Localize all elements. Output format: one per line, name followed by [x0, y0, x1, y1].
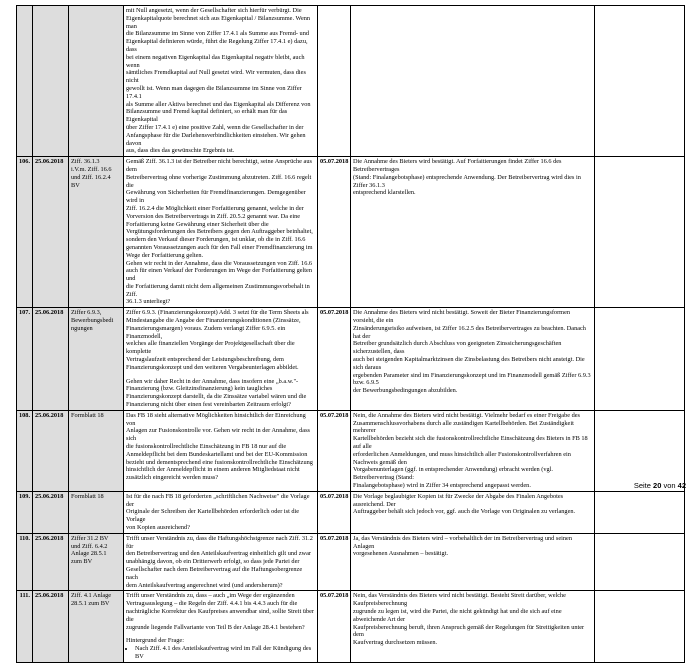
text-line: 28.5.1 zum BV [71, 600, 110, 608]
answer-cell [351, 533, 595, 591]
text-line: Gehen wir daher Recht in der Annahme, dass insofern eine „b.a.w."- [126, 377, 299, 385]
text-line: von Kopien ausreichend? [126, 524, 190, 531]
row-number-cell [17, 6, 33, 157]
remarks-cell [595, 308, 685, 411]
text-line: Betreibervertrag ohne vorherige Zustimmung abzutreten. Ziff. 16.6 regelt die [126, 173, 312, 189]
text-line: Finalangebotsphase) wird in Ziffer 34 entsprechend angepasst werden. [353, 482, 531, 490]
text-line: Finanzierungskonzept und den weiteren Vergabeunterlagen abbildet. [126, 363, 299, 371]
text-line: Auftraggeber behält sich jedoch vor, ggf. auch die Vorlage von Originalen zu verlangen. [353, 508, 576, 516]
date-cell: 25.06.2018 [33, 591, 69, 662]
text-line: Finanzierungskonzept darstellt, da die Zinssätze variabel wären und die [126, 393, 307, 401]
text-line: Nein, das Verständnis des Bieters wird nicht bestätigt. Besteht Streit darüber, welche Kaufpreisberechnung [353, 592, 566, 608]
text-line: Zusammenschlussvorhabens durch alle zuständigen Kartellbehörden. Bei Zuständigkeit mehrerer [353, 419, 574, 435]
text-line: i.V.m. Ziff. 16.6 [71, 165, 112, 173]
text-line: unabhängig davon, ob ein Dritterwerb erfolgt, so dass jede Partei der [126, 558, 300, 566]
question-paragraph [126, 493, 315, 532]
row-number-cell: 111. [17, 591, 33, 662]
text-line: Forfaitierung keine Gewährung einer Sicherheit über die [126, 220, 269, 228]
reference-cell [69, 308, 124, 411]
reference-cell [69, 591, 124, 662]
text-line: erforderlichen Anmeldungen, und muss hinsichtlich aller Fusionskontrollverfahren ein Nachweis gemäß den [353, 450, 571, 466]
text-line: welches alle finanziellen Vorgänge der Projektgesellschaft über die komplette [126, 340, 295, 356]
reference-cell [69, 6, 124, 157]
question-cell [124, 533, 318, 591]
text-line: die Forfaitierung damit nicht dem allgemeinen Zustimmungsvorbehalt in Ziff. [126, 282, 310, 298]
question-cell [124, 591, 318, 662]
text-line: Anlagen zur Fusionskontrolle vor. Gehen wir recht in der Annahme, dass sich [126, 427, 310, 443]
text-line: Bilanzsumme und Fremd kapital definiert, so erhält man für das Eigenkapital [126, 108, 288, 124]
text-line: dem Anteilskaufvertrag angerechnet wird (und andersherum)? [126, 581, 283, 589]
page-separator: von [663, 481, 676, 490]
text-line: ergebenden Parameter sind im Finanzierungskonzept und im Finanzmodell gemäß Ziffer 6.9.3 bzw. 6.9.5 [353, 371, 591, 387]
text-line: auch für einen Verkauf der Forderungen im Wege der Forfaitierung gelten und [126, 267, 313, 283]
answer-date-cell: 05.07.2018 [318, 410, 351, 491]
question-cell [124, 410, 318, 491]
text-line: Anlage 28.5.1 [71, 550, 107, 558]
text-line: Trifft unser Verständnis zu, dass die Haftungshöchstgrenze nach Ziff. 31.2 für [126, 534, 313, 550]
text-line: sämtliches Fremdkapital auf Null gesetzt wird. Wir vermuten, dass dies nicht [126, 69, 306, 85]
current-page-number: 20 [653, 481, 662, 490]
answer-date-cell: 05.07.2018 [318, 591, 351, 662]
text-line: Bewerbungsbedi [71, 317, 114, 325]
bullet-item: • Nach Ziff. 4.1 des Anteilskaufvertrag wird im Fall der Kündigung des BV [135, 645, 315, 661]
text-line: gewollt ist. Wenn man dagegen die Bilanzsumme im Sinne von Ziffer 17.4.1 [126, 84, 302, 100]
text-line: Vertragslaufzeit entsprechend der Leistungsbeschreibung, dem [126, 356, 284, 364]
text-line: als Summe aller Aktiva berechnet und das Eigenkapital als Differenz von [126, 100, 311, 108]
question-paragraph [126, 378, 315, 409]
text-line: der Bewerbungsbedingungen abzubilden. [353, 387, 458, 395]
answer-cell [351, 157, 595, 308]
text-line: Kaufvertrag durchsetzen müssen. [353, 639, 438, 647]
text-line: Eigenkapitalquote berechnet sich aus Eigenkapital / Bilanzsumme. Wenn man [126, 14, 311, 30]
text-line: Gesellschafter nach dem Betreibervertrag auf die Haftungsobergrenze nach [126, 565, 303, 581]
remarks-cell [595, 6, 685, 157]
text-line: genannten Voraussetzungen auch für den Fall einer Fremdfinanzierung im [126, 243, 313, 251]
text-line: Gewährung von Sicherheiten für Fremdfinanzierungen. Demgegenüber wird in [126, 189, 306, 205]
text-line: Gemäß Ziff. 36.1.3 ist der Betreiber nicht berechtigt, seine Ansprüche aus dem [126, 158, 312, 173]
date-cell: 25.06.2018 [33, 533, 69, 591]
text-line: Ziffer 6.9.3. (Finanzierungskonzept) Add. 3 setzt für die Term Sheets als [126, 309, 309, 317]
row-number-cell: 107. [17, 308, 33, 411]
remarks-cell [595, 157, 685, 308]
text-line: Wege der Forfaitierung gelten. [126, 251, 204, 259]
text-line: und Ziff. 6.4.2 [71, 542, 108, 550]
text-line: Formblatt 18 [71, 492, 104, 500]
text-line: die Bilanzsumme im Sinne von Ziffer 17.4.1 als Summe aus Fremd- und [126, 30, 309, 38]
text-line: Finanzierung (bzw. Gleitzinsfinanzierung) kein taugliches [126, 385, 273, 393]
text-line: vorgesehenen Ausnahmen – bestätigt. [353, 550, 449, 558]
text-line: Ist für die nach FB 18 geforderten „schriftlichen Nachweise" die Vorlage der [126, 492, 310, 508]
text-line: ngungen [71, 324, 93, 332]
text-line: Finanzierung nicht über einen fest vereinbarten Zeitraum erfolgt? [126, 401, 291, 409]
question-cell [124, 6, 318, 157]
question-paragraph [126, 412, 315, 482]
text-line: nachträgliche Korrektur des Kaufpreises anwendbar sind, sollte Streit über die [126, 607, 314, 623]
bullet-list [126, 645, 315, 661]
answer-date-cell [318, 6, 351, 157]
text-line: Finanzierungsmargen) voraus. Zudem verlangt Ziffer 6.9.5. ein Finanzmodell, [126, 324, 286, 340]
table-row [17, 410, 685, 491]
text-line: Das FB 18 sieht alternative Möglichkeiten hinsichtlich der Einreichung von [126, 411, 306, 427]
total-page-count: 42 [677, 481, 686, 490]
text-line: Nein, die Annahme des Bieters wird nicht bestätigt. Vielmehr bedarf es einer Freigabe des [353, 411, 580, 419]
text-line: zugrunde zu legen ist, wird die Partei, die nicht gekündigt hat und die sich auf eine abweichende Art der [353, 607, 562, 623]
qa-table [16, 5, 685, 663]
text-line: sondern den Verkauf dieser Forderungen, ist unklar, ob die in Ziff. 16.6 [126, 236, 306, 244]
text-line: Vorversion des Betreibervertrags in Ziff. 20.5.2 genannt war. Da eine [126, 212, 301, 220]
text-line: Die Vorlage beglaubigter Kopien ist für Zwecke der Abgabe des Finalen Angebotes ausreichend. Der [353, 492, 564, 508]
reference-cell [69, 157, 124, 308]
question-cell [124, 308, 318, 411]
text-line: zum BV [71, 558, 93, 566]
text-line: Mindestangabe die Angabe der Finanzierungskonditionen (Zinssätze, [126, 317, 301, 325]
text-line: entsprechend klarstellen. [353, 189, 416, 197]
text-line: Kaufpreisberechnung beruft, ihren Anspruch gemäß der Regelungen für Streitigkeiten unter dem [353, 623, 585, 639]
page-footer [634, 481, 686, 490]
answer-cell [351, 410, 595, 491]
row-number-cell: 109. [17, 491, 33, 533]
text-line: Vertragsauslegung – die Regeln der Ziff. 4.4.1 bis 4.4.3 auch für die [126, 600, 298, 608]
question-cell [124, 491, 318, 533]
text-line: Hintergrund der Frage: [126, 637, 184, 645]
text-line: Zinsänderungsrisiko aufweisen, ist Ziffer 16.2.5 des Betreibervertrages zu beachten. Danach hat der [353, 324, 586, 340]
remarks-cell [595, 491, 685, 533]
text-line: Die Annahme des Bieters wird bestätigt. Auf Forfaitierungen findet Ziffer 16.6 des Betreibervertrages [353, 158, 562, 173]
text-line: Anmeldepflicht bei dem Bundeskartellamt und bei der EU-Kommission [126, 450, 308, 458]
question-paragraph [126, 535, 315, 590]
answer-cell [351, 591, 595, 662]
date-cell: 25.06.2018 [33, 491, 69, 533]
text-line: den Betreibervertrag und den Anteilskaufvertrag einheitlich gilt und zwar [126, 550, 311, 558]
question-paragraph [126, 309, 315, 371]
text-line: Ziff. 36.1.3 [71, 158, 100, 166]
date-cell [33, 6, 69, 157]
table-row [17, 533, 685, 591]
answer-cell [351, 308, 595, 411]
text-line: Trifft unser Verständnis zu, dass – auch „im Wege der ergänzenden [126, 592, 295, 600]
answer-date-cell: 05.07.2018 [318, 491, 351, 533]
text-line: aus, dass dies das gewünschte Ergebnis ist. [126, 147, 235, 155]
answer-cell [351, 6, 595, 157]
answer-cell [351, 491, 595, 533]
table-row [17, 6, 685, 157]
date-cell: 25.06.2018 [33, 308, 69, 411]
text-line: Ziff. 4.1 Anlage [71, 592, 112, 600]
text-line: Ja, das Verständnis des Bieters wird – vorbehaltlich der im Betreibervertrag und seinen Anlagen [353, 534, 572, 550]
question-paragraph [126, 592, 315, 631]
table-row [17, 308, 685, 411]
table-row [17, 491, 685, 533]
text-line: Originale der Schreiben der Kartellbehörden erforderlich oder ist die Vorlage [126, 508, 300, 524]
text-line: Eigenkapital definieren würde, führt die Regelung Ziffer 17.4.1 e) dazu, dass [126, 38, 308, 53]
answer-date-cell: 05.07.2018 [318, 533, 351, 591]
text-line: Kartellbehörden bezieht sich die fusionskontrollrechtliche Einschätzung des Bieters in FB 18 auf alle [353, 435, 588, 451]
page-label: Seite [633, 481, 651, 490]
row-number-cell: 108. [17, 410, 33, 491]
question-paragraph [126, 637, 315, 645]
text-line: bei einem negativen Eigenkapital das Eigenkapital negativ bleibt, auch wenn [126, 53, 305, 69]
row-number-cell: 110. [17, 533, 33, 591]
text-line: Ziff. 16.2.4 die Möglichkeit einer Forfaitierung genannt, welche in der [126, 204, 304, 212]
text-line: über Ziffer 17.4.1 e) eine positive Zahl, wenn die Gesellschafter in der [126, 123, 304, 131]
text-line: und Ziff. 16.2.4 [71, 173, 111, 181]
date-cell: 25.06.2018 [33, 157, 69, 308]
text-line: Vorgabenunterlagen (ggf. in entsprechender Anwendung) erbracht werden (vgl. Betreibervertrag (Stand: [353, 466, 553, 482]
qa-table-body [17, 6, 685, 663]
question-paragraph [126, 158, 315, 306]
text-line: BV [71, 181, 80, 189]
table-row [17, 591, 685, 662]
text-line: Vergütungsforderungen des Betreibers gegen den Auftraggeber beinhaltet, [126, 228, 313, 236]
text-line: bezieht und dementsprechend eine fusionskontrollrechtliche Einschätzung [126, 458, 313, 466]
text-line: Formblatt 18 [71, 411, 104, 419]
text-line: zugrunde liegende Fallvariante von Teil B der Anlage 28.4.1 bestehen? [126, 623, 305, 631]
text-line: 36.1.3 unterliegt? [126, 298, 171, 306]
remarks-cell [595, 533, 685, 591]
text-line: die fusionskontrollrechtliche Einschätzung in FB 18 nur auf die [126, 443, 287, 451]
text-line: Die Annahme des Bieters wird nicht bestätigt. Soweit der Bieter Finanzierungsformen vorsieht, die ein [353, 309, 571, 325]
answer-date-cell: 05.07.2018 [318, 308, 351, 411]
text-line: hinsichtlich der Anmeldepflicht in einem anderen Mitgliedstaat nicht [126, 466, 300, 474]
text-line: zusätzlich eingereicht werden muss? [126, 474, 219, 482]
text-line: mit Null angesetzt, wenn der Gesellschafter sich hierfür verbürgt. Die [126, 7, 302, 14]
text-line: (Stand: Finalangebotsphase) entsprechende Anwendung. Der Betreibervertrag wird dies in Ziffer 36.1.3 [353, 173, 581, 189]
text-line: Betreiber grundsätzlich durch Abschluss von geeigneten Zinssicherungsgeschäften sicherzustellen, dass [353, 340, 562, 356]
question-cell [124, 157, 318, 308]
remarks-cell [595, 410, 685, 491]
reference-cell [69, 533, 124, 591]
remarks-cell [595, 591, 685, 662]
text-line: Anfangsphase für die Darlehensverbindlichkeiten einstehen. Wir gehen davon [126, 131, 306, 147]
date-cell: 25.06.2018 [33, 410, 69, 491]
text-line: Gehen wir recht in der Annahme, dass die Voraussetzungen von Ziff. 16.6 [126, 259, 313, 267]
text-line: Ziffer 31.2 BV [71, 534, 109, 542]
row-number-cell: 106. [17, 157, 33, 308]
text-line: Ziffer 6.9.3, [71, 309, 102, 317]
reference-cell [69, 410, 124, 491]
text-line: auch bei steigenden Kapitalmarktzinsen die Zinsbelastung des Betreibers nicht ansteigt. Die sich daraus [353, 356, 585, 371]
table-row [17, 157, 685, 308]
reference-cell [69, 491, 124, 533]
answer-date-cell: 05.07.2018 [318, 157, 351, 308]
